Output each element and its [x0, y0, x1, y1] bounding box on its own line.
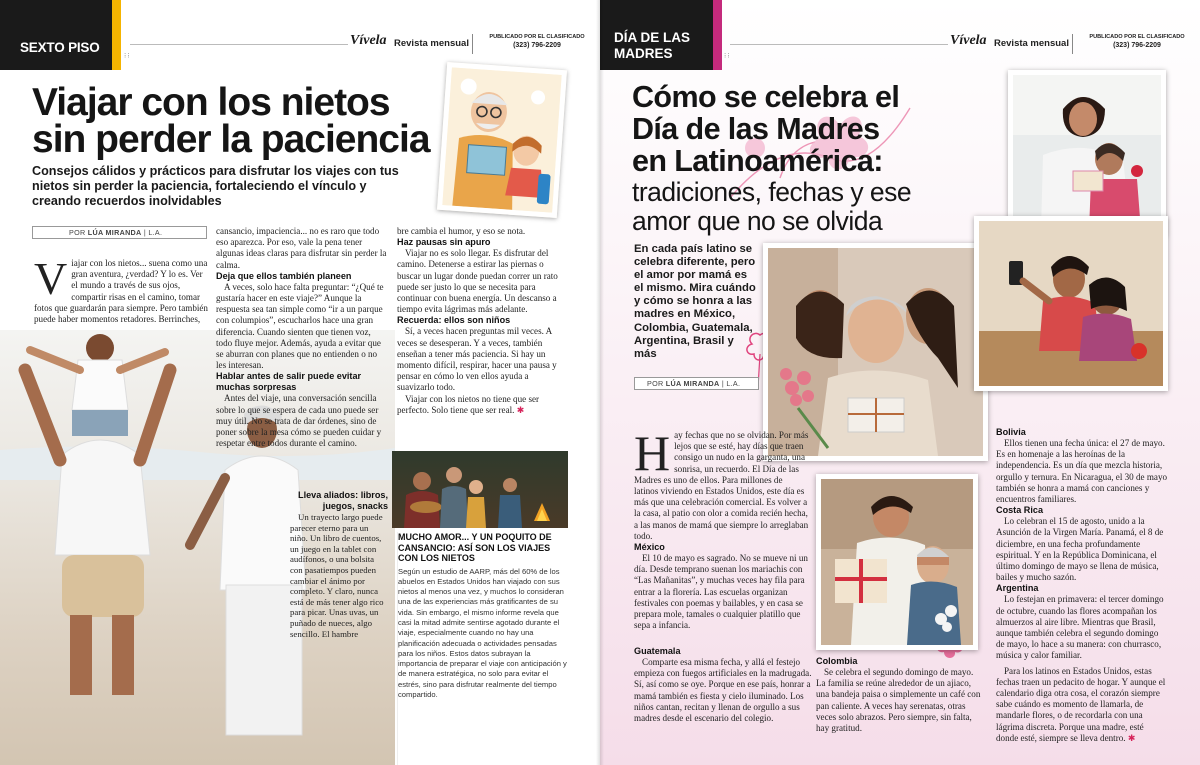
subhead-colombia: Colombia: [816, 656, 858, 666]
mother-daughter-photo: [1008, 70, 1166, 236]
section-tab: DÍA DE LAS MADRES: [600, 0, 720, 70]
family-selfie-photo: [974, 216, 1168, 391]
grip-dots: ⁝⁝: [724, 52, 731, 60]
subhead-ninos: Recuerda: ellos son niños: [397, 315, 511, 326]
brand-logo: Vívela: [350, 33, 387, 48]
article-title: Cómo se celebra el Día de las Madres en Latinoamérica:: [632, 80, 900, 178]
phone-number: (323) 796-2209: [1113, 42, 1161, 49]
article-subtitle: tradiciones, fechas y ese amor que no se olvida: [632, 177, 912, 236]
grandmother-kisses-photo: [763, 243, 988, 461]
byline: POR LÚA MIRANDA | L.A.: [634, 377, 759, 390]
column-1: V iajar con los nietos... suena como una gran aventura, ¿verdad? Y lo es. Ver el mundo a través de sus ojos, compartir risas en el camino, tomar fotos que guardarán para siempre. Pero también puede haber momentos retadores. Berrinches,: [34, 253, 208, 325]
page-header: [346, 32, 596, 62]
right-column-1: H ay fechas que no se olvidan. Por más lejos que se esté, hay días que traen consigo un nudo en la garganta, una sonrisa, un recuerdo. El Día de las Madres es uno de ellos. Para millones de latinos viviendo en Estados Unidos, este día es más que una celebración comercial. Es volver a la casa, al patio con olor a comida recién hecha, a las manos de mamá que siempre lo arreglaban todo. México El 10 de mayo es sagrado. No se mueve ni un día. Desde temprano suenan los mariachis con “Las Mañanitas”, y muchas veces hay fila para entrar a la florería. Las escuelas organizan festivales con poemas y bailables, y en casa se prepara mole, tamales o cualquier platillo que sepa a infancia.: [634, 425, 809, 631]
header-rule: [130, 44, 348, 45]
section-accent-bar: [713, 0, 722, 70]
end-mark: ✱: [1127, 732, 1136, 743]
brand-logo: Vívela: [950, 33, 987, 48]
sidebar-title: MUCHO AMOR... Y UN POQUITO DE CANSANCIO: ASÍ SON LOS VIAJES CON LOS NIETOS: [398, 532, 552, 563]
drop-cap: H: [634, 425, 671, 481]
phone-number: (323) 796-2209: [513, 42, 561, 49]
column-2: cansancio, impaciencia... no es raro que todo eso aparezca. Por eso, vale la pena tener algunas ideas claras para disfrutar sin perder la calma. Deja que ellos también planeen A veces, solo hace falta preguntar: “¿Qué te gustaría hacer en este viaje?” Aunque la respuesta sea tan simple como “ir a un parque con columpios”, escucharlos hace una gran diferencia. Cuando sienten que tienen voz, todo fluye mejor. Además, ayuda a evitar que se aburran con planes que no entienden o no les interesan. Hablar antes de salir puede evitar muchas sorpresas Antes del viaje, una conversación sencilla sobre lo que se espera de cada uno puede ser muy útil. No se trata de dar órdenes, sino de poner sobre la mesa cómo se pueden cuidar y respetar entre todos durante el camino.: [216, 226, 387, 449]
campfire-photo: [392, 451, 568, 528]
byline: POR LÚA MIRANDA | L.A.: [32, 226, 207, 239]
header-divider: [472, 34, 473, 54]
column-2-lower: Lleva aliados: libros, juegos, snacks Un trayecto largo puede parecer eterno para un niño. Un libro de cuentos, un juego en la tablet con audífonos, o una bolsita con pasatiempos pueden cambiar el ánimo por completo. Y claro, nunca está de más tener algo rico para picar. Unas uvas, un puñado de nueces, algo sencillo. El hambre: [290, 490, 388, 639]
drop-cap: V: [34, 253, 68, 304]
subhead-aliados: Lleva aliados: libros, juegos, snacks: [298, 490, 388, 511]
grandparent-illustration: [437, 62, 567, 218]
brand-subtitle: Revista mensual: [994, 38, 1069, 49]
page-header: [946, 32, 1196, 62]
published-by: PUBLICADO POR EL CLASIFICADO: [489, 34, 585, 40]
right-column-2: Colombia Se celebra el segundo domingo de mayo. La familia se reúne alrededor de un ajiaco, una bandeja paisa o simplemente un café con pan caliente. A veces hay serenatas, otras veces solo abrazos. Pero siempre, sin falta, hay gratitud.: [816, 656, 984, 734]
right-column-1-lower: Guatemala Comparte esa misma fecha, y allá el festejo empieza con fuegos artificiales en la madrugada. Sí, así como se oye. Porque en ese país, honrar a mamá también es fiesta y cielo iluminado. Los niños cantan, recitan y llenan de orgullo a sus madres desde el escenario del colegio.: [634, 646, 812, 724]
section-tab: SEXTO PISO: [0, 0, 118, 70]
section-accent-bar: [112, 0, 121, 70]
subhead-argentina: Argentina: [996, 583, 1039, 594]
surprise-gift-photo: [816, 474, 978, 650]
article-title: Viajar con los nietos sin perder la paciencia: [32, 81, 430, 161]
subhead-mexico: México: [634, 542, 665, 553]
header-divider: [1072, 34, 1073, 54]
brand-subtitle: Revista mensual: [394, 38, 469, 49]
sidebar-text: Según un estudio de AARP, más del 60% de los abuelos en Estados Unidos han viajado con sus nietos al menos una vez, y muchos lo consideran una de las experiencias más gratificantes de su vida. Sin embargo, el mismo informe revela que casi la mitad admite sentirse agotado durante el viaje, especialmente cuando no hay una planificación adecuada o actividades pensadas para los niños. Estos datos subrayan la importancia de preparar el viaje con anticipación y de manera estratégica, no solo para evitar el estrés, sino para disfrutar realmente del tiempo compartido.: [398, 566, 567, 700]
published-by: PUBLICADO POR EL CLASIFICADO: [1089, 34, 1185, 40]
subhead-guatemala: Guatemala: [634, 646, 681, 656]
article-deck: Consejos cálidos y prácticos para disfrutar los viajes con tus nietos sin perder la paciencia, fortaleciendo el vínculo y creando recuerdos inolvidables: [32, 164, 399, 208]
end-mark: ✱: [516, 404, 525, 415]
right-column-3: Bolivia Ellos tienen una fecha única: el 27 de mayo. Es en homenaje a las heroínas de la independencia. Es un día que mezcla historia, orgullo y ternura. En Nicaragua, el 30 de mayo también se honra a mamá con canciones y encuentros familiares. Costa Rica Lo celebran el 15 de agosto, unido a la Asunción de la Virgen María. Panamá, el 8 de diciembre, en una fecha profundamente espiritual. Y en la República Dominicana, el último domingo de mayo se llena de música, bailes y mucho sazón. Argentina Lo festejan en primavera: el tercer domingo de octubre, cuando las flores acompañan los almuerzos al aire libre. Mientras que Brasil, aunque también celebra el segundo domingo de mayo, lo hace a su manera: con churrasco, música y calor familiar. Para los latinos en Estados Unidos, estas fechas traen un pedacito de hogar. Y aunque el calendario diga otra cosa, el corazón siempre sabe cuándo es momento de llamarla, de mandarle flores, o de recordarla con una lágrima discreta. Porque una madre, esté donde esté, siempre se lleva dentro. ✱: [996, 427, 1168, 743]
right-page: [600, 0, 1200, 765]
subhead-pausas: Haz pausas sin apuro: [397, 237, 491, 248]
subhead-costa-rica: Costa Rica: [996, 505, 1044, 516]
subhead-hablar: Hablar antes de salir puede evitar muchas sorpresas: [216, 371, 362, 393]
header-rule: [730, 44, 948, 45]
page-spine: [596, 0, 604, 765]
grip-dots: ⁝⁝: [124, 52, 131, 60]
article-intro: En cada país latino se celebra diferente, pero el amor por mamá es el mismo. Mira cuándo y cómo se honra a las madres en México, Colombia, Guatemala, Argentina, Brasil y más: [634, 243, 756, 360]
stats-sidebar: [397, 532, 567, 765]
column-3: bre cambia el humor, y eso se nota. Haz pausas sin apuro Viajar no es solo llegar. Es disfrutar del camino. Detenerse a estirar las piernas o buscar un lugar donde puedan correr un rato puede ser justo lo que se necesita para continuar con buena energía. Un descanso a tiempo evita lágrimas más adelante. Recuerda: ellos son niños Sí, a veces hacen preguntas mil veces. A veces se desesperan. Y a veces, también enseñan a tener más paciencia. Si hay un momento difícil, respirar, hacer una pausa y pensar en cómo lo ven ellos ayuda a suavizarlo todo. Viajar con los nietos no tiene que ser perfecto. Solo tiene que ser real. ✱: [397, 226, 567, 416]
subhead-planeen: Deja que ellos también planeen: [216, 270, 352, 281]
subhead-bolivia: Bolivia: [996, 427, 1026, 437]
